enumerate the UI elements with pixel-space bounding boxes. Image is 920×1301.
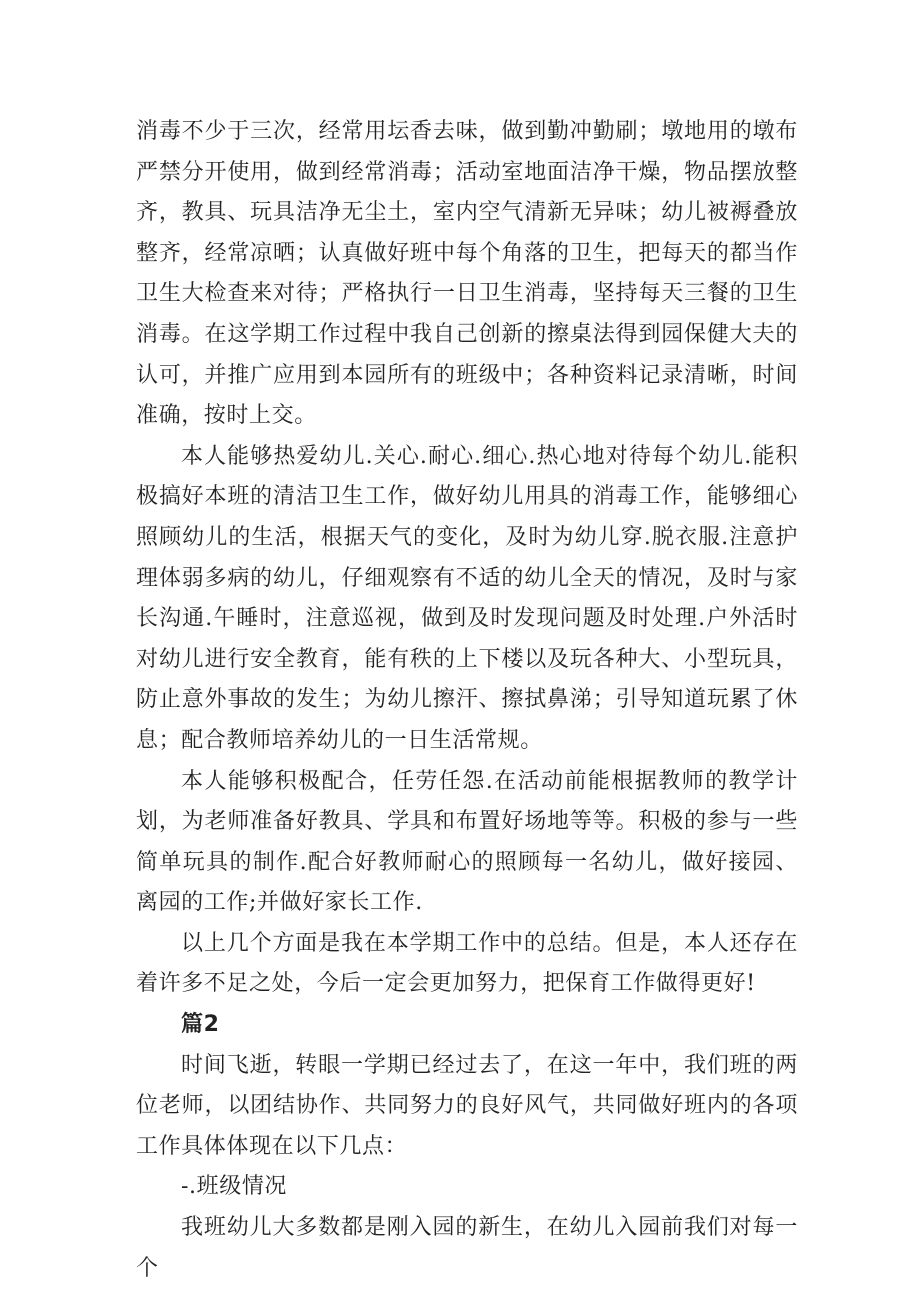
paragraph-summary: 以上几个方面是我在本学期工作中的总结。但是，本人还存在着许多不足之处，今后一定会更加努力，把保育工作做得更好! xyxy=(136,930,798,997)
paragraph-part-2-intro: 时间飞逝，转眼一学期已经过去了，在这一年中，我们班的两位老师，以团结协作、共同努力的良好风气，共同做好班内的各项工作具体体现在以下几点： xyxy=(136,1052,798,1159)
subheading-class-situation: -.班级情况 xyxy=(181,1174,288,1200)
paragraph-caring-for-children: 本人能够热爱幼儿.关心.耐心.细心.热心地对待每个幼儿.能积极搞好本班的清洁卫生工作，做好幼儿用具的消毒工作，能够细心照顾幼儿的生活，根据天气的变化，及时为幼儿穿.脱衣服.注意护理体弱多病的幼儿，仔细观察有不适的幼儿全天的情况，及时与家长沟通.午睡时，注意巡视，做到及时发现问题及时处理.户外活时对幼儿进行安全教育，能有秩的上下楼以及玩各种大、小型玩具，防止意外事故的发生；为幼儿擦汗、擦拭鼻涕；引导知道玩累了休息；配合教师培养幼儿的一日生活常规。 xyxy=(136,443,798,753)
paragraph-class-situation: 我班幼儿大多数都是刚入园的新生，在幼儿入园前我们对每一个 xyxy=(136,1215,798,1281)
paragraph-cooperation: 本人能够积极配合，任劳任怨.在活动前能根据教师的教学计划，为老师准备好教具、学具和布置好场地等等。积极的参与一些简单玩具的制作.配合好教师耐心的照顾每一名幼儿，做好接园、离园的工作;并做好家长工作. xyxy=(136,768,798,916)
document-body xyxy=(136,112,798,1289)
paragraph-hygiene-continued: 消毒不少于三次，经常用坛香去味，做到勤冲勤刷；墩地用的墩布严禁分开使用，做到经常消毒；活动室地面洁净干燥，物品摆放整齐，教具、玩具洁净无尘土，室内空气清新无异味；幼儿被褥叠放整齐，经常凉晒；认真做好班中每个角落的卫生，把每天的都当作卫生大检查来对待；严格执行一日卫生消毒，坚持每天三餐的卫生消毒。在这学期工作过程中我自己创新的擦桌法得到园保健大夫的认可，并推广应用到本园所有的班级中；各种资料记录清晰，时间准确，按时上交。 xyxy=(136,119,798,429)
section-heading-part-2: 篇2 xyxy=(181,1012,220,1038)
